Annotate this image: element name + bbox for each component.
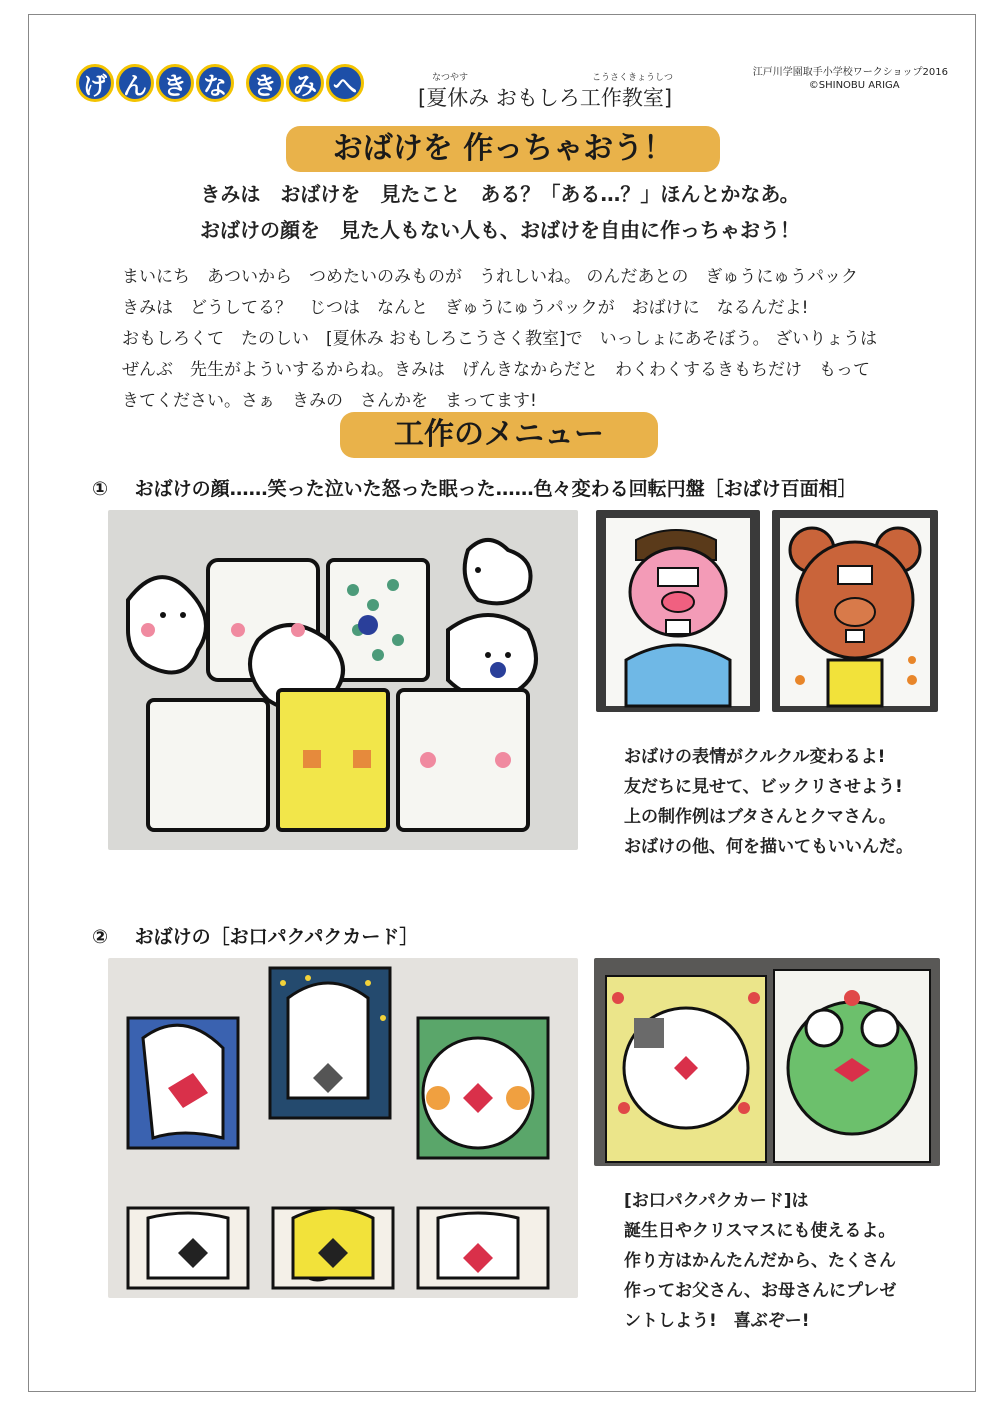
popup-cards-photo [108,958,578,1298]
body-text [122,262,922,417]
pig-example-photo [596,510,760,712]
logo-char: げ [76,64,114,102]
caption-line: おばけの他、何を描いてもいいんだ。 [624,837,913,857]
caption-line: ントしよう! 喜ぶぞー! [624,1311,810,1331]
credit [753,66,948,92]
caption-line: 作ってお父さん、お母さんにプレゼ [624,1281,897,1301]
credit-line: 江戸川学園取手小学校ワークショップ2016 [752,67,948,78]
title-logo [76,64,364,102]
intro-line: きみは おばけを 見たこと ある？「ある…？」ほんとかなあ。 [200,182,800,206]
credit-line: ©SHINOBU ARIGA [808,80,900,91]
body-line: おもしろくて たのしい [夏休み おもしろこうさく教室]で いっしょにあそぼう。 ざいりょうは [122,329,878,349]
subtitle-ruby: なつやす [432,73,469,83]
cat-frog-cards-photo [594,958,940,1166]
logo-char: な [196,64,234,102]
caption-line: 上の制作例はブタさんとクマさん。 [624,807,896,827]
title-banner: おばけを 作っちゃおう！ [286,126,720,172]
body-line: きてください。さぁ きみの さんかを まってます! [122,391,537,411]
caption-line: 誕生日やクリスマスにも使えるよ。 [624,1221,896,1241]
menu-item-1-heading [92,474,857,501]
body-line: まいにち あついから つめたいのみものが うれしいね。 のんだあとの ぎゅうにゅうパック [122,267,859,287]
subtitle-ruby: こうさくきょうしつ [592,73,674,83]
bear-example-photo [772,510,938,712]
logo-char: ん [116,64,154,102]
caption-line: [お口パクパクカード]は [624,1191,809,1211]
caption-line: おばけの表情がクルクル変わるよ! [624,747,886,767]
body-line: きみは どうしてる？ じつは なんと ぎゅうにゅうパックが おばけに なるんだよ! [122,298,809,318]
menu-title: おばけの顔……笑った泣いた怒った眠った……色々変わる回転円盤［おばけ百面相］ [134,478,857,500]
menu-banner: 工作のメニュー [340,412,658,458]
menu-item-2-heading [92,922,418,949]
ghost-faces-photo [108,510,578,850]
logo-char: へ [326,64,364,102]
menu-number: ② [92,926,109,948]
logo-char: み [286,64,324,102]
menu-number: ① [92,478,109,500]
intro-line: おばけの顔を 見た人もない人も、おばけを自由に作っちゃおう！ [200,218,800,242]
subtitle: [夏休み おもしろ工作教室] [418,86,673,110]
caption-line: 友だちに見せて、ビックリさせよう! [624,777,903,797]
logo-char: き [246,64,284,102]
caption-line: 作り方はかんたんだから、たくさん [624,1251,896,1271]
menu-item-2-caption [624,1186,896,1336]
menu-title: おばけの［お口パクパクカード］ [134,926,419,948]
menu-item-1-caption [624,742,913,862]
logo-char: き [156,64,194,102]
body-line: ぜんぶ 先生がよういするからね。きみは げんきなからだと わくわくするきもちだけ もって [122,360,870,380]
